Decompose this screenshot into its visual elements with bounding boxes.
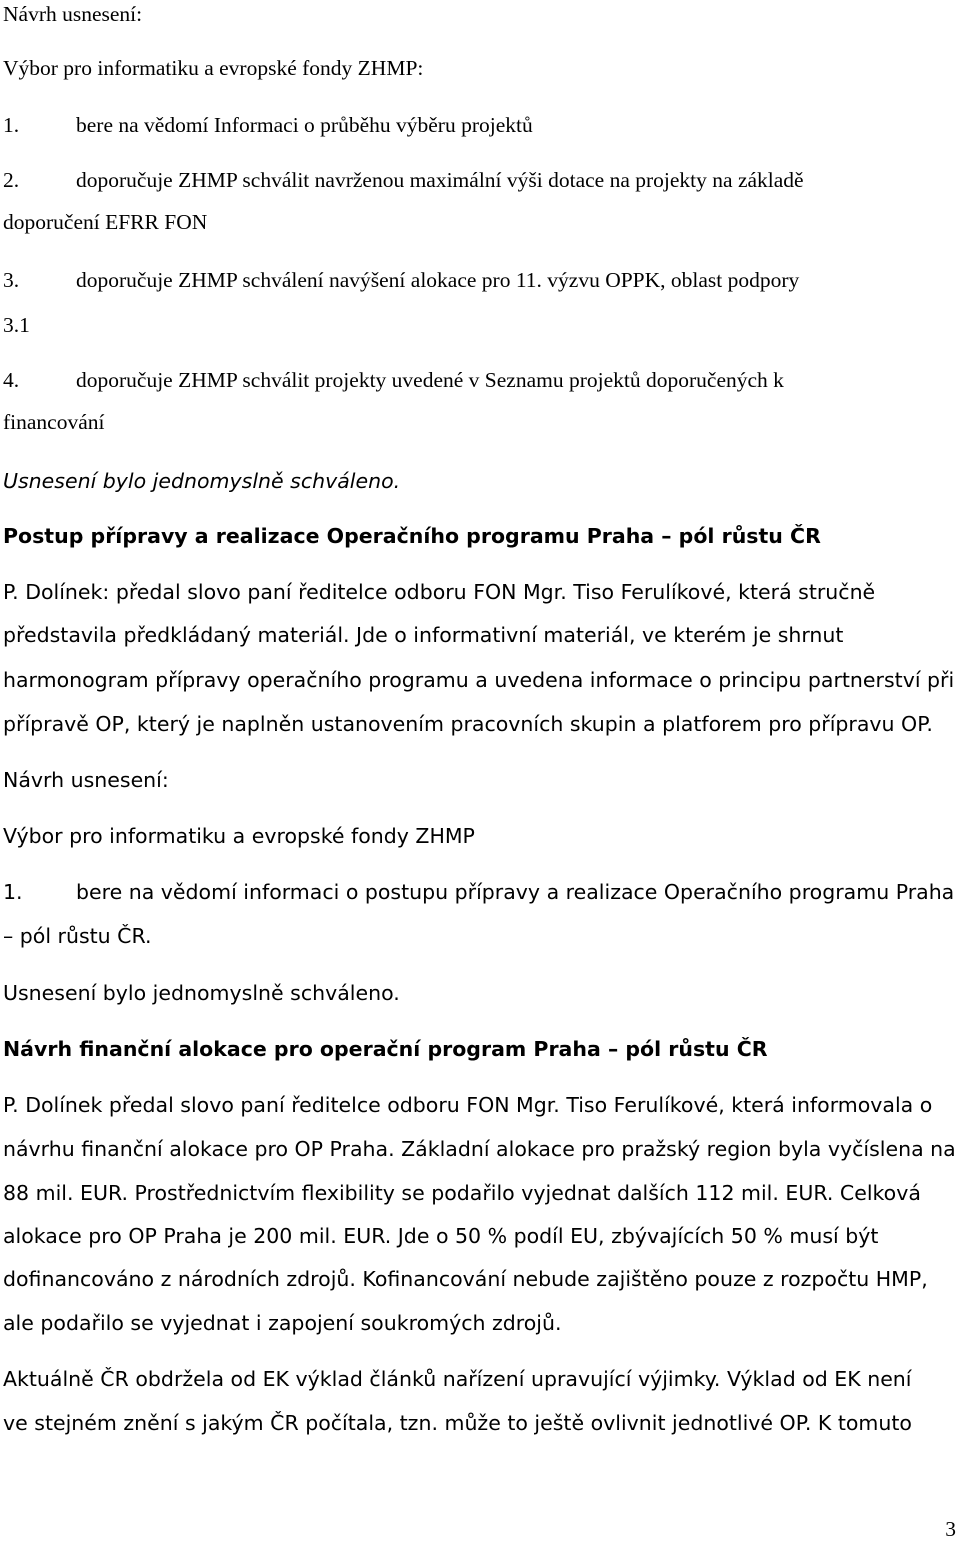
text-line: Návrh usnesení:: [3, 2, 143, 26]
text-line: doporučení EFRR FON: [3, 210, 208, 234]
text-line: financování: [3, 410, 105, 434]
item-number: 2.: [3, 168, 20, 192]
text-line: P. Dolínek předal slovo paní ředitelce odboru FON Mgr. Tiso Ferulíkové, která informovala o: [3, 1093, 933, 1117]
text-line: představila předkládaný materiál. Jde o informativní materiál, ve kterém je shrnut: [3, 623, 844, 647]
text-line: 88 mil. EUR. Prostřednictvím flexibility se podařilo vyjednat dalších 112 mil. EUR. Celková: [3, 1181, 921, 1205]
text-line: ale podařilo se vyjednat i zapojení soukromých zdrojů.: [3, 1311, 562, 1335]
item-number: 1.: [3, 880, 23, 904]
text-line: P. Dolínek: předal slovo paní ředitelce odboru FON Mgr. Tiso Ferulíkové, která stručně: [3, 580, 876, 604]
section-heading: Postup přípravy a realizace Operačního programu Praha – pól růstu ČR: [3, 524, 821, 548]
item-number: 4.: [3, 368, 20, 392]
text-line: Aktuálně ČR obdržela od EK výklad článků nařízení upravující výjimky. Výklad od EK není: [3, 1367, 912, 1391]
text-line: alokace pro OP Praha je 200 mil. EUR. Jde o 50 % podíl EU, zbývajících 50 % musí být: [3, 1224, 879, 1248]
resolution-result: Usnesení bylo jednomyslně schváleno.: [3, 981, 400, 1005]
numbered-item: [3, 166, 804, 194]
item-text: doporučuje ZHMP schválení navýšení alokace pro 11. výzvu OPPK, oblast podpory: [76, 268, 800, 292]
text-line: – pól růstu ČR.: [3, 924, 152, 948]
text-line: Výbor pro informatiku a evropské fondy ZHMP:: [3, 56, 424, 80]
page-number: 3: [945, 1517, 956, 1541]
item-text: bere na vědomí informaci o postupu přípravy a realizace Operačního programu Praha: [76, 880, 955, 904]
numbered-item: [3, 111, 533, 139]
item-number: 1.: [3, 113, 20, 137]
item-text: bere na vědomí Informaci o průběhu výběru projektů: [76, 113, 533, 137]
numbered-item: [3, 366, 784, 394]
text-line: dofinancováno z národních zdrojů. Kofinancování nebude zajištěno pouze z rozpočtu HMP,: [3, 1267, 928, 1291]
text-line: přípravě OP, který je naplněn ustanovením pracovních skupin a platforem pro přípravu OP.: [3, 712, 933, 736]
item-text: doporučuje ZHMP schválit navrženou maximální výši dotace na projekty na základě: [76, 168, 804, 192]
section-heading: Návrh finanční alokace pro operační program Praha – pól růstu ČR: [3, 1037, 768, 1061]
text-line: 3.1: [3, 313, 30, 337]
numbered-item: [3, 266, 799, 294]
text-line: harmonogram přípravy operačního programu a uvedena informace o principu partnerství při: [3, 668, 955, 692]
item-text: doporučuje ZHMP schválit projekty uvedené v Seznamu projektů doporučených k: [76, 368, 784, 392]
text-line: Návrh usnesení:: [3, 768, 169, 792]
text-line: návrhu finanční alokace pro OP Praha. Základní alokace pro pražský region byla vyčíslena na: [3, 1137, 956, 1161]
resolution-result: Usnesení bylo jednomyslně schváleno.: [3, 469, 401, 493]
text-line: Výbor pro informatiku a evropské fondy ZHMP: [3, 824, 475, 848]
text-line: ve stejném znění s jakým ČR počítala, tzn. může to ještě ovlivnit jednotlivé OP. K tomuto: [3, 1411, 912, 1435]
item-number: 3.: [3, 268, 20, 292]
numbered-item: [3, 878, 954, 906]
